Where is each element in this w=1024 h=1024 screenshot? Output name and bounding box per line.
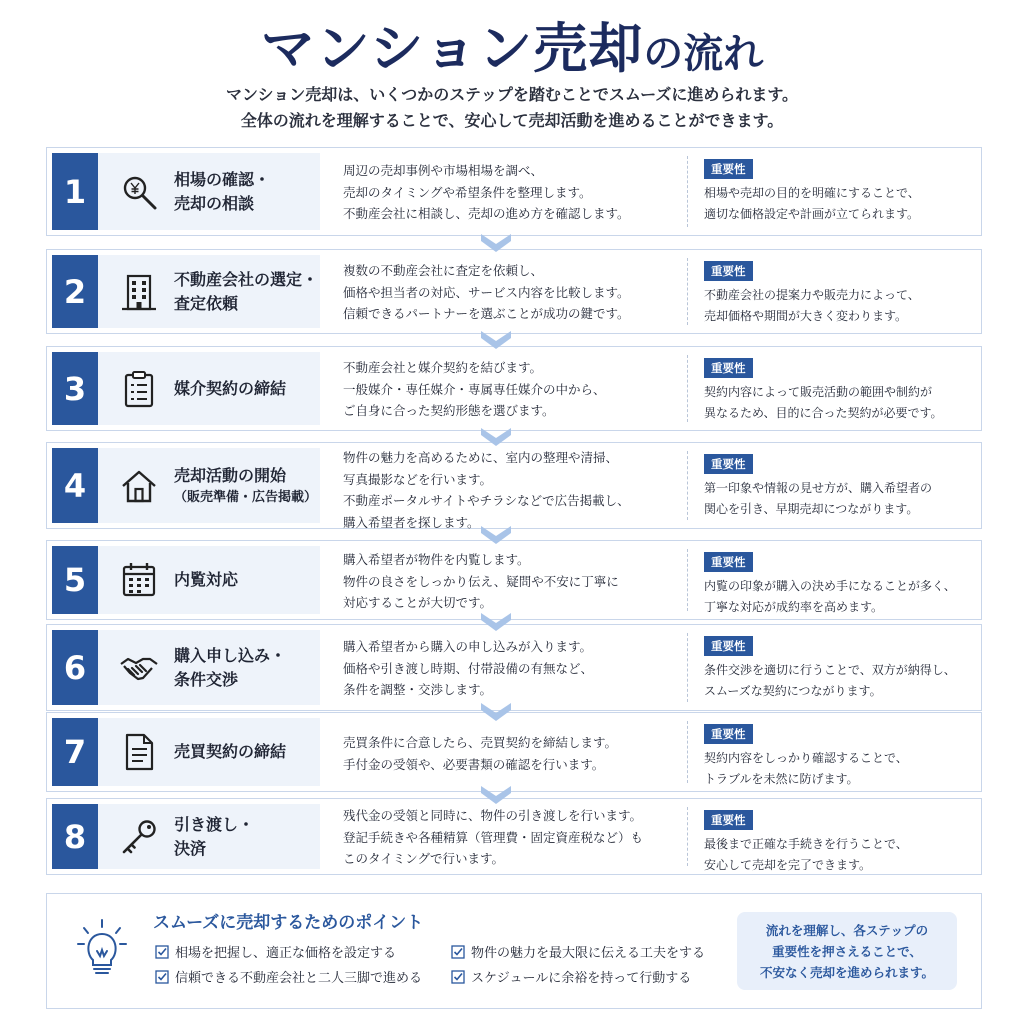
step-title-box bbox=[98, 448, 320, 523]
importance-line: スムーズな契約につながります。 bbox=[704, 684, 882, 698]
importance-line: 契約内容によって販売活動の範囲や制約が bbox=[704, 385, 933, 399]
importance-badge: 重要性 bbox=[704, 261, 753, 281]
step-card bbox=[46, 624, 982, 711]
step-card bbox=[46, 346, 982, 431]
importance-text bbox=[704, 748, 974, 790]
step-desc-line: 購入希望者を探します。 bbox=[343, 514, 480, 530]
divider bbox=[687, 355, 688, 422]
step-card bbox=[46, 540, 982, 620]
importance-line: 異なるため、目的に合った契約が必要です。 bbox=[704, 406, 943, 420]
step-card bbox=[46, 712, 982, 792]
step-desc-line: 不動産会社に相談し、売却の進め方を確認します。 bbox=[343, 206, 630, 221]
importance-badge: 重要性 bbox=[704, 358, 753, 378]
chevron-down-icon bbox=[479, 701, 513, 723]
house-icon bbox=[112, 459, 166, 513]
step-desc-line: 売却のタイミングや希望条件を整理します。 bbox=[343, 184, 592, 200]
step-desc-line: 周辺の売却事例や市場相場を調べ、 bbox=[343, 163, 544, 178]
point-label: 信頼できる不動産会社と二人三脚で進める bbox=[175, 971, 423, 986]
step-desc-line: 対応することが大切です。 bbox=[343, 595, 493, 610]
step-title-line: 条件交渉 bbox=[174, 669, 239, 689]
lightbulb-icon bbox=[75, 918, 129, 978]
points-panel bbox=[46, 893, 982, 1009]
checkbox-checked-icon bbox=[451, 945, 465, 959]
step-number: 1 bbox=[52, 153, 98, 230]
importance-badge: 重要性 bbox=[704, 159, 753, 179]
step-desc-line: 残代金の受領と同時に、物件の引き渡しを行います。 bbox=[343, 808, 643, 823]
step-desc-line: 一般媒介・専任媒介・専属専任媒介の中から、 bbox=[343, 381, 606, 397]
importance-box bbox=[704, 357, 974, 424]
step-title-line: 相場の確認・ bbox=[174, 169, 271, 189]
step-title-box bbox=[98, 546, 320, 614]
importance-text bbox=[704, 576, 974, 618]
step-title-line: 不動産会社の選定・ bbox=[174, 269, 319, 289]
step-title-line: 購入申し込み・ bbox=[174, 645, 287, 665]
divider bbox=[687, 549, 688, 611]
point-label: 物件の魅力を最大限に伝える工夫をする bbox=[471, 946, 706, 961]
step-description bbox=[343, 447, 683, 533]
importance-box bbox=[704, 635, 974, 702]
step-title-box bbox=[98, 718, 320, 786]
importance-box bbox=[704, 453, 974, 520]
step-desc-line: 不動産会社と媒介契約を結びます。 bbox=[343, 360, 543, 375]
chevron-down-icon bbox=[479, 784, 513, 806]
step-title-line: 引き渡し・ bbox=[174, 814, 255, 834]
title-main: マンション売却 bbox=[260, 17, 644, 80]
step-title bbox=[174, 644, 286, 692]
checkbox-checked-icon bbox=[155, 945, 169, 959]
importance-box bbox=[704, 809, 974, 876]
step-desc-line: 写真撮影などを行います。 bbox=[343, 471, 493, 487]
step-desc-line: 手付金の受領や、必要書類の確認を行います。 bbox=[343, 756, 605, 772]
divider bbox=[687, 451, 688, 520]
importance-text bbox=[704, 660, 974, 702]
importance-line: 相場や売却の目的を明確にすることで、 bbox=[704, 186, 920, 200]
checkbox-checked-icon bbox=[155, 970, 169, 984]
importance-box bbox=[704, 260, 974, 327]
point-label: 相場を把握し、適正な価格を設定する bbox=[175, 946, 397, 961]
step-number: 2 bbox=[52, 255, 98, 328]
point-label: スケジュールに余裕を持って行動する bbox=[471, 971, 692, 986]
note-line: 重要性を押さえることで、 bbox=[772, 943, 922, 959]
step-title bbox=[174, 377, 286, 401]
importance-line: 内覧の印象が購入の決め手になることが多く、 bbox=[704, 579, 956, 593]
importance-line: トラブルを未然に防げます。 bbox=[704, 772, 859, 786]
step-desc-line: 不動産ポータルサイトやチラシなどで広告掲載し、 bbox=[343, 493, 630, 508]
step-card bbox=[46, 249, 982, 334]
chevron-down-icon bbox=[479, 329, 513, 351]
step-number: 4 bbox=[52, 448, 98, 523]
point-item bbox=[155, 942, 396, 961]
step-title-line: 売買契約の締結 bbox=[174, 742, 287, 761]
step-description bbox=[343, 260, 683, 325]
intro-line: マンション売却は、いくつかのステップを踏むことでスムーズに進められます。 bbox=[225, 85, 799, 104]
step-title-box bbox=[98, 630, 320, 705]
importance-line: 最後まで正確な手続きを行うことで、 bbox=[704, 837, 908, 851]
step-title bbox=[174, 568, 238, 592]
step-title bbox=[174, 740, 286, 764]
step-number: 3 bbox=[52, 352, 98, 425]
step-title-line: 売却活動の開始 bbox=[174, 465, 287, 485]
importance-line: 第一印象や情報の見せ方が、購入希望者の bbox=[704, 481, 933, 495]
calendar-icon bbox=[112, 553, 166, 607]
step-title-line: 内覧対応 bbox=[174, 570, 239, 589]
step-desc-line: 複数の不動産会社に査定を依頼し、 bbox=[343, 263, 544, 278]
point-item bbox=[451, 942, 705, 961]
importance-text bbox=[704, 285, 974, 327]
step-desc-line: 信頼できるパートナーを選ぶことが成功の鍵です。 bbox=[343, 306, 630, 321]
step-title bbox=[174, 464, 317, 508]
point-item bbox=[155, 967, 422, 986]
importance-line: 丁寧な対応が成約率を高めます。 bbox=[704, 600, 884, 614]
step-desc-line: このタイミングで行います。 bbox=[343, 851, 505, 866]
step-title-box bbox=[98, 153, 320, 230]
importance-badge: 重要性 bbox=[704, 724, 753, 744]
checkbox-checked-icon bbox=[451, 970, 465, 984]
importance-badge: 重要性 bbox=[704, 810, 753, 830]
handshake-icon bbox=[112, 641, 166, 695]
importance-box bbox=[704, 158, 974, 225]
step-description bbox=[343, 805, 683, 870]
step-title bbox=[174, 268, 318, 316]
note-line: 不安なく売却を進められます。 bbox=[759, 964, 934, 980]
importance-line: 契約内容をしっかり確認することで、 bbox=[704, 751, 908, 765]
step-desc-line: 売買条件に合意したら、売買契約を締結します。 bbox=[343, 735, 618, 750]
step-desc-line: 購入希望者から購入の申し込みが入ります。 bbox=[343, 639, 593, 654]
intro-text bbox=[0, 82, 1024, 134]
step-card bbox=[46, 147, 982, 236]
importance-text bbox=[704, 478, 974, 520]
step-description bbox=[343, 549, 683, 614]
importance-badge: 重要性 bbox=[704, 552, 753, 572]
step-description bbox=[343, 732, 683, 775]
title-suffix: の流れ bbox=[643, 31, 764, 77]
step-title bbox=[174, 813, 254, 861]
points-title: スムーズに売却するためのポイント bbox=[153, 913, 424, 933]
importance-line: 売却価格や期間が大きく変わります。 bbox=[704, 309, 908, 323]
step-card bbox=[46, 442, 982, 529]
step-title-line: 売却の相談 bbox=[174, 193, 255, 213]
step-desc-line: 価格や担当者の対応、サービス内容を比較します。 bbox=[343, 284, 630, 300]
importance-text bbox=[704, 183, 974, 225]
importance-badge: 重要性 bbox=[704, 636, 753, 656]
step-description bbox=[343, 357, 683, 422]
divider bbox=[687, 633, 688, 702]
step-card bbox=[46, 798, 982, 875]
step-number: 7 bbox=[52, 718, 98, 786]
importance-line: 安心して売却を完了できます。 bbox=[704, 858, 872, 872]
step-title-box bbox=[98, 255, 320, 328]
importance-box bbox=[704, 551, 974, 618]
divider bbox=[687, 258, 688, 325]
step-subtitle: （販売準備・広告掲載） bbox=[174, 489, 318, 505]
chevron-down-icon bbox=[479, 524, 513, 546]
page-title bbox=[0, 6, 1024, 83]
office-building-icon bbox=[112, 265, 166, 319]
importance-line: 不動産会社の提案力や販売力によって、 bbox=[704, 288, 920, 302]
step-desc-line: 登記手続きや各種精算（管理費・固定資産税など）も bbox=[343, 829, 644, 845]
importance-box bbox=[704, 723, 974, 790]
step-title-line: 決済 bbox=[174, 838, 207, 858]
step-description bbox=[343, 160, 683, 225]
step-title-line: 査定依頼 bbox=[174, 293, 239, 313]
importance-line: 条件交渉を適切に行うことで、双方が納得し、 bbox=[704, 663, 956, 677]
chevron-down-icon bbox=[479, 232, 513, 254]
step-desc-line: ご自身に合った契約形態を選びます。 bbox=[343, 403, 555, 418]
magnifier-yen-icon bbox=[112, 165, 166, 219]
chevron-down-icon bbox=[479, 426, 513, 448]
key-icon bbox=[112, 810, 166, 864]
importance-line: 適切な価格設定や計画が立てられます。 bbox=[704, 207, 920, 221]
step-title-box bbox=[98, 804, 320, 869]
step-desc-line: 物件の魅力を高めるために、室内の整理や清掃、 bbox=[343, 450, 619, 465]
importance-line: 関心を引き、早期売却につながります。 bbox=[704, 502, 919, 516]
step-desc-line: 条件を調整・交渉します。 bbox=[343, 682, 493, 697]
step-desc-line: 購入希望者が物件を内覧します。 bbox=[343, 552, 530, 567]
step-desc-line: 価格や引き渡し時期、付帯設備の有無など、 bbox=[343, 660, 594, 676]
importance-badge: 重要性 bbox=[704, 454, 753, 474]
divider bbox=[687, 721, 688, 783]
step-title-box bbox=[98, 352, 320, 425]
note-line: 流れを理解し、各ステップの bbox=[765, 922, 929, 938]
step-title-line: 媒介契約の締結 bbox=[174, 378, 287, 398]
document-icon bbox=[112, 725, 166, 779]
step-number: 5 bbox=[52, 546, 98, 614]
clipboard-icon bbox=[112, 362, 166, 416]
step-desc-line: 物件の良さをしっかり伝え、疑問や不安に丁寧に bbox=[343, 573, 619, 589]
divider bbox=[687, 156, 688, 227]
step-number: 6 bbox=[52, 630, 98, 705]
step-number: 8 bbox=[52, 804, 98, 869]
step-description bbox=[343, 636, 683, 701]
intro-line: 全体の流れを理解することで、安心して売却活動を進めることができます。 bbox=[240, 111, 784, 130]
step-title bbox=[174, 168, 270, 216]
importance-text bbox=[704, 382, 974, 424]
divider bbox=[687, 807, 688, 866]
point-item bbox=[451, 967, 691, 986]
chevron-down-icon bbox=[479, 611, 513, 633]
summary-note bbox=[737, 912, 957, 990]
importance-text bbox=[704, 834, 974, 876]
